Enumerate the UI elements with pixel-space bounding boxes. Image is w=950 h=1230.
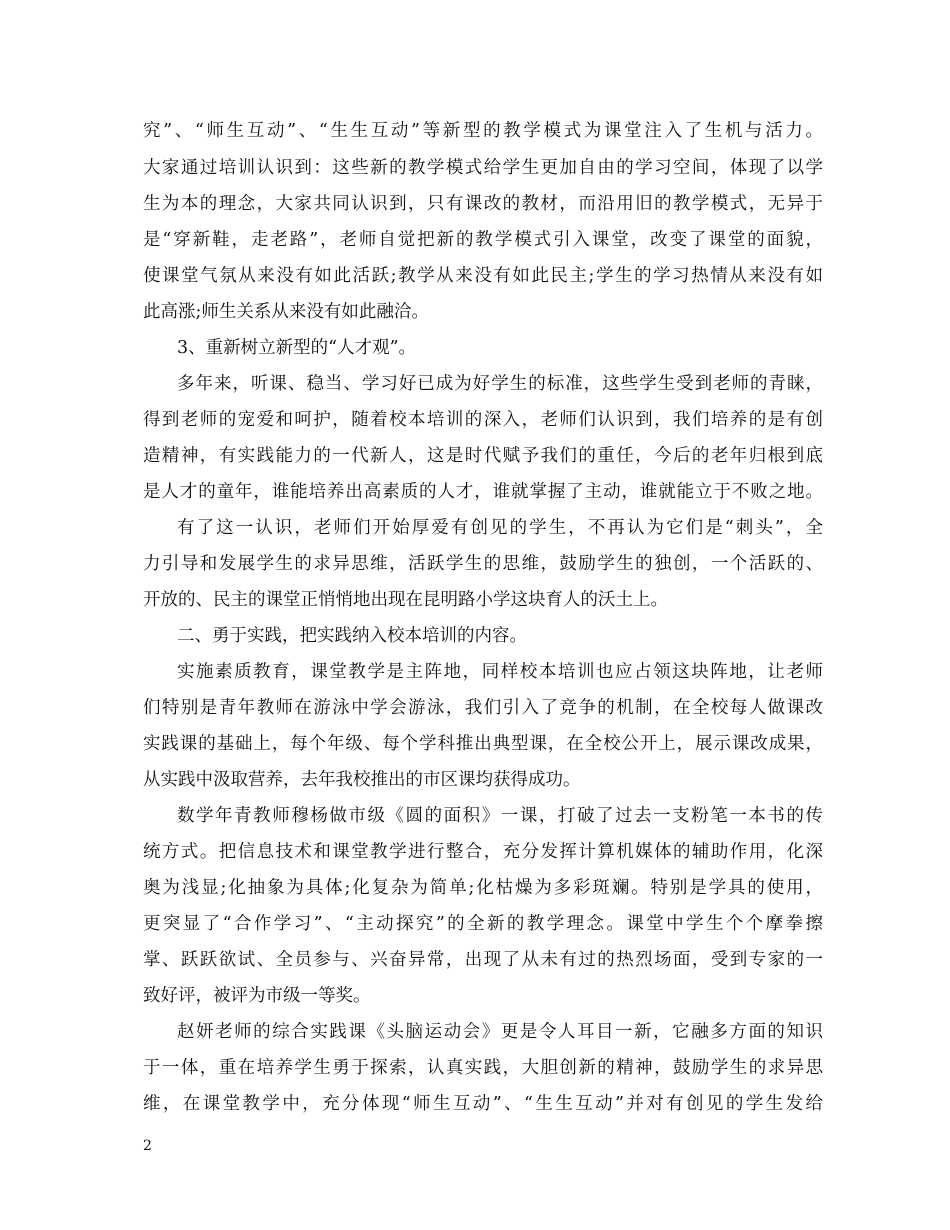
text-line: 统方式。把信息技术和课堂教学进行整合，充分发挥计算机媒体的辅助作用，化深 (143, 842, 823, 862)
text-line: 于一体，重在培养学生勇于探索，认真实践，大胆创新的精神，鼓励学生的求异思 (143, 1058, 823, 1078)
text-line: 有了这一认识，老师们开始厚爱有创见的学生，不再认为它们是“刺头”，全 (177, 518, 823, 538)
text-line: 们特别是青年教师在游泳中学会游泳，我们引入了竞争的机制，在全校每人做课改 (143, 698, 823, 718)
text-line: 维，在课堂教学中，充分体现“师生互动”、“生生互动”并对有创见的学生发给 (143, 1094, 823, 1114)
text-line: 究”、“师生互动”、“生生互动”等新型的教学模式为课堂注入了生机与活力。 (143, 121, 823, 141)
text-line: 数学年青教师穆杨做市级《圆的面积》一课，打破了过去一支粉笔一本书的传 (177, 806, 823, 826)
text-line: 致好评，被评为市级一等奖。 (143, 986, 371, 1006)
text-line: 生为本的理念，大家共同认识到，只有课改的教材，而沿用旧的教学模式，无异于 (143, 194, 823, 214)
text-line: 实践课的基础上，每个年级、每个学科推出典型课，在全校公开上，展示课改成果， (143, 734, 823, 754)
text-line: 开放的、民主的课堂正悄悄地出现在昆明路小学这块育人的沃土上。 (143, 590, 668, 610)
text-line: 此高涨;师生关系从来没有如此融洽。 (143, 302, 429, 322)
text-line: 多年来，听课、稳当、学习好已成为好学生的标准，这些学生受到老师的青睐， (177, 374, 823, 394)
text-line: 使课堂气氛从来没有如此活跃;教学从来没有如此民主;学生的学习热情从来没有如 (143, 266, 823, 286)
text-line: 力引导和发展学生的求异思维，活跃学生的思维，鼓励学生的独创，一个活跃的、 (143, 554, 823, 574)
page-number: 2 (143, 1138, 152, 1154)
text-line: 得到老师的宠爱和呵护，随着校本培训的深入，老师们认识到，我们培养的是有创 (143, 410, 823, 430)
text-line: 更突显了“合作学习”、“主动探究”的全新的教学理念。课堂中学生个个摩拳擦 (143, 914, 823, 934)
text-line: 大家通过培训认识到：这些新的教学模式给学生更加自由的学习空间，体现了以学 (143, 158, 823, 178)
text-line: 是“穿新鞋，走老路”，老师自觉把新的教学模式引入课堂，改变了课堂的面貌， (143, 230, 823, 250)
text-line: 掌、跃跃欲试、全员参与、兴奋异常，出现了从未有过的热烈场面，受到专家的一 (143, 950, 823, 970)
text-line: 实施素质教育，课堂教学是主阵地，同样校本培训也应占领这块阵地，让老师 (177, 662, 823, 682)
text-line: 赵妍老师的综合实践课《头脑运动会》更是令人耳目一新，它融多方面的知识 (177, 1022, 823, 1042)
section-heading: 二、勇于实践，把实践纳入校本培训的内容。 (177, 626, 527, 646)
text-line: 是人才的童年，谁能培养出高素质的人才，谁就掌握了主动，谁就能立于不败之地。 (143, 482, 823, 502)
text-line: 从实践中汲取营养，去年我校推出的市区课均获得成功。 (143, 770, 581, 790)
text-line: 造精神，有实践能力的一代新人，这是时代赋予我们的重任，今后的老年归根到底 (143, 446, 823, 466)
text-line: 奥为浅显;化抽象为具体;化复杂为简单;化枯燥为多彩斑斓。特别是学具的使用， (143, 878, 823, 898)
section-heading: 3、重新树立新型的“人才观”。 (177, 338, 417, 358)
